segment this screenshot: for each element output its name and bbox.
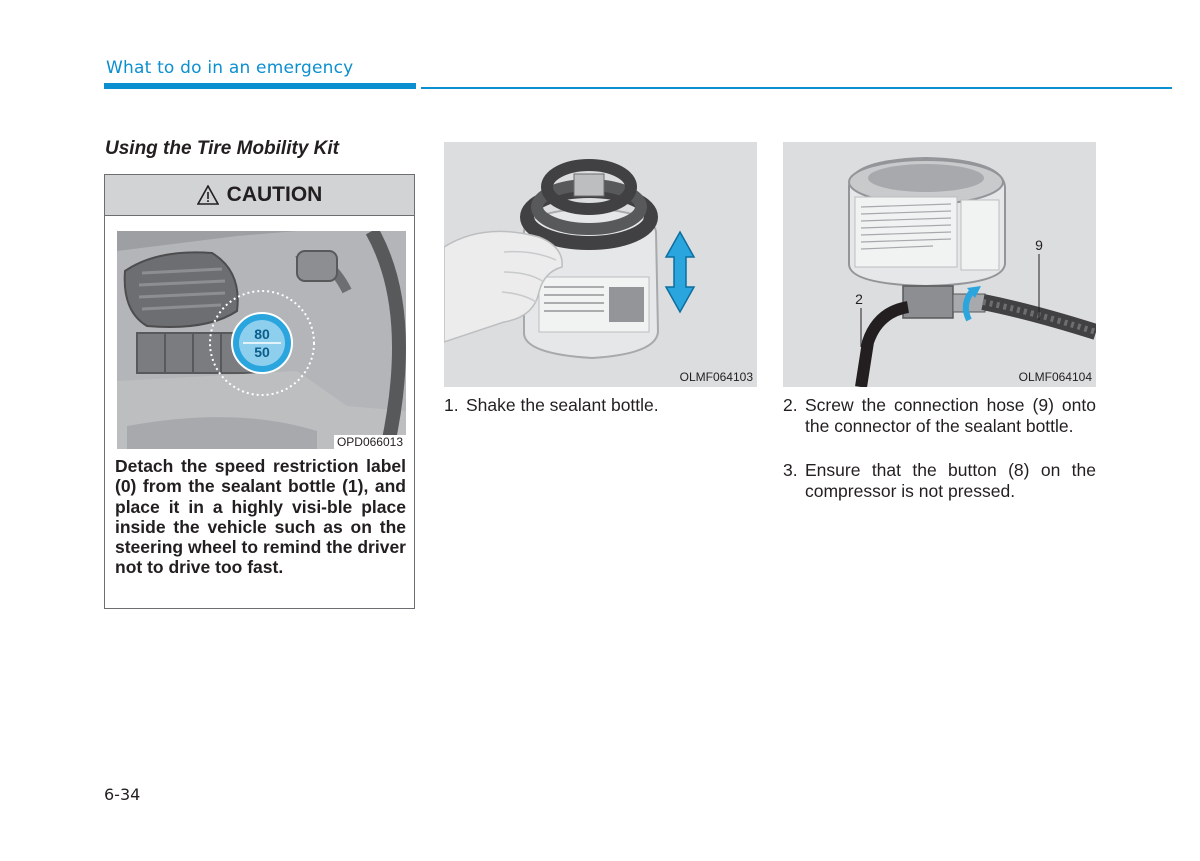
step-number: 3. bbox=[783, 460, 798, 480]
speed-label-text bbox=[117, 231, 406, 449]
figure-code: OLMF064104 bbox=[1018, 370, 1092, 384]
up-down-arrow-icon bbox=[444, 142, 757, 387]
step-number: 2. bbox=[783, 395, 798, 415]
speed-label-figure bbox=[117, 231, 406, 449]
caution-text: Detach the speed restriction label (0) from the sealant bottle (1), and place it in a highly visi-ble place inside the vehicle such as on the steering wheel to remind the driver not to drive too fast. bbox=[115, 456, 406, 578]
step-3 bbox=[783, 460, 1096, 501]
header-rule-thin bbox=[421, 87, 1172, 89]
step-1 bbox=[444, 395, 757, 416]
header-rule-thick bbox=[104, 83, 416, 89]
step-number: 1. bbox=[444, 395, 459, 415]
shake-bottle-figure bbox=[444, 142, 757, 387]
step-text: Screw the connection hose (9) onto the connector of the sealant bottle. bbox=[805, 395, 1096, 436]
step-text: Shake the sealant bottle. bbox=[466, 395, 659, 415]
step-2 bbox=[783, 395, 1096, 436]
warning-triangle-icon bbox=[197, 185, 219, 205]
figure-code: OLMF064103 bbox=[679, 370, 753, 384]
callout-labels bbox=[783, 142, 1096, 387]
caution-title: CAUTION bbox=[226, 183, 323, 206]
page-number: 6-34 bbox=[104, 785, 141, 804]
callout-2: 2 bbox=[855, 291, 863, 307]
section-heading: Using the Tire Mobility Kit bbox=[105, 138, 339, 159]
caution-header bbox=[105, 175, 414, 216]
running-header: What to do in an emergency bbox=[106, 58, 354, 78]
figure-code: OPD066013 bbox=[334, 435, 406, 449]
connect-hose-figure bbox=[783, 142, 1096, 387]
speed-label-number-50: 50 bbox=[254, 344, 270, 360]
step-text: Ensure that the button (8) on the compressor is not pressed. bbox=[805, 460, 1096, 501]
callout-9: 9 bbox=[1035, 237, 1043, 253]
speed-label-number-80: 80 bbox=[254, 326, 270, 342]
